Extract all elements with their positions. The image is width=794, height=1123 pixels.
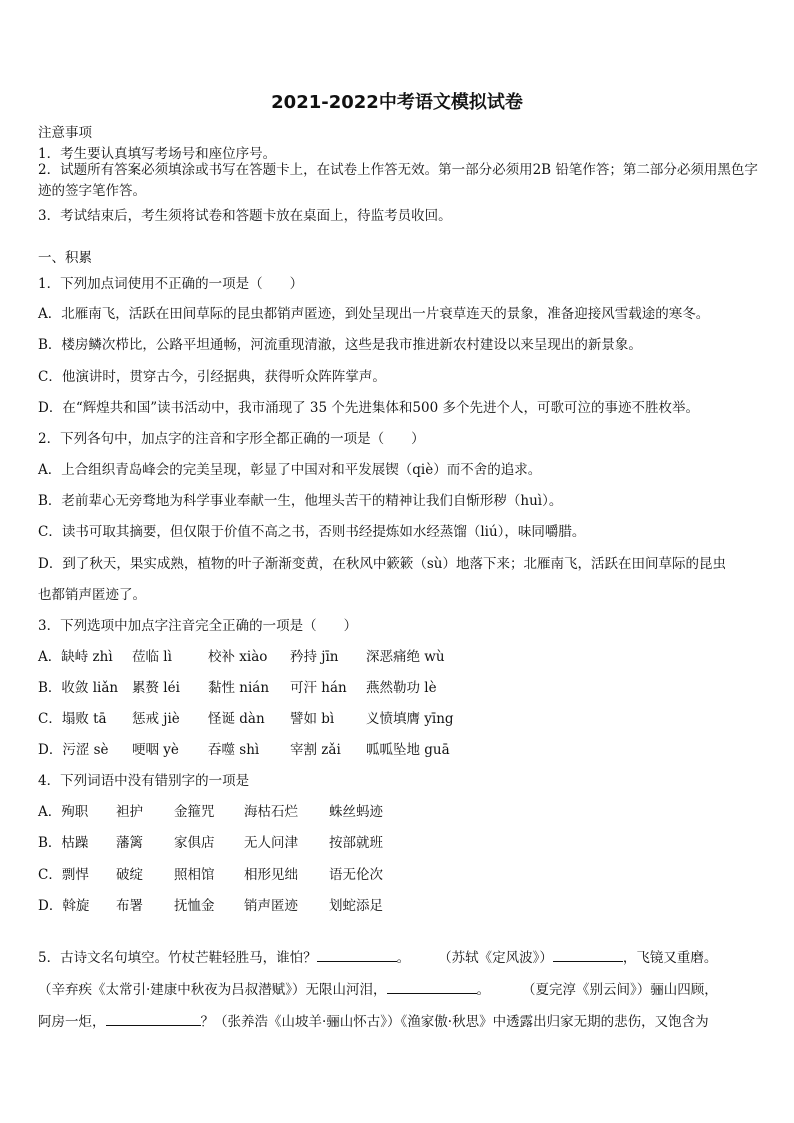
q4-item: 袒护 bbox=[116, 804, 143, 820]
q3-item: 黏性 nián bbox=[208, 680, 270, 696]
q3-item: 惩戒 jiè bbox=[132, 711, 180, 727]
q3-item: 呱呱坠地 guā bbox=[366, 742, 450, 758]
q4-item: 按部就班 bbox=[329, 835, 383, 851]
q3-item: 譬如 bì bbox=[290, 711, 335, 727]
q5-line-1 bbox=[38, 946, 717, 966]
q2-option-b: B．老前辈心无旁骛地为科学事业奉献一生，他埋头苦干的精神让我们自惭形秽（huì）。 bbox=[38, 493, 563, 509]
q5-text: （苏轼《定风波》） bbox=[438, 950, 553, 966]
q4-item: B．枯躁 bbox=[38, 835, 89, 851]
q3-item: 燕然勒功 lè bbox=[366, 680, 437, 696]
notice-heading: 注意事项 bbox=[38, 125, 92, 141]
q4-item: 销声匿迹 bbox=[244, 898, 298, 914]
q4-item: 抚恤金 bbox=[174, 898, 215, 914]
notice-item-2: 2．试题所有答案必须填涂或书写在答题卡上，在试卷上作答无效。第一部分必须用2B 铅笔作答；第二部分必须用黑色字迹的签字笔作答。 bbox=[38, 162, 758, 199]
q3-item: 校补 xiào bbox=[208, 649, 268, 665]
q1-option-a: A．北雁南飞，活跃在田间草际的昆虫都销声匿迹，到处呈现出一片衰草连天的景象，准备迎接风雪载途的寒冬。 bbox=[38, 306, 710, 322]
q4-item: D．斡旋 bbox=[38, 898, 90, 914]
notice-item-3: 3．考试结束后，考生须将试卷和答题卡放在桌面上，待监考员收回。 bbox=[38, 208, 452, 224]
q2-option-a: A．上合组织青岛峰会的完美呈现，彰显了中国对和平发展锲（qiè）而不舍的追求。 bbox=[38, 462, 542, 478]
q3-item: 吞噬 shì bbox=[208, 742, 260, 758]
q4-item: 照相馆 bbox=[174, 867, 215, 883]
q3-item: 莅临 lì bbox=[132, 649, 172, 665]
q5-text: ，飞镜又重磨。 bbox=[622, 950, 718, 966]
q4-item: 相形见绌 bbox=[244, 867, 298, 883]
page-title: 2021-2022中考语文模拟试卷 bbox=[271, 92, 523, 113]
q5-text: 阿房一炬， bbox=[38, 1014, 106, 1030]
q3-option-row-a bbox=[38, 645, 445, 665]
q3-option-row-b bbox=[38, 676, 437, 696]
q4-item: 藩篱 bbox=[116, 835, 143, 851]
answer-blank[interactable] bbox=[387, 979, 477, 994]
q4-item: C．剽悍 bbox=[38, 867, 89, 883]
q4-item: 语无伦次 bbox=[329, 867, 383, 883]
q5-line-2 bbox=[38, 978, 718, 998]
q1-option-c: C．他演讲时，贯穿古今，引经据典，获得听众阵阵掌声。 bbox=[38, 369, 386, 385]
q5-text: ？（张养浩《山坡羊·骊山怀古》）《渔家傲·秋思》中透露出归家无期的悲伤，又饱含为 bbox=[200, 1014, 709, 1030]
q2-stem: 2．下列各句中，加点字的注音和字形全都正确的一项是（ ） bbox=[38, 431, 425, 447]
q4-stem: 4．下列词语中没有错别字的一项是 bbox=[38, 773, 250, 789]
q3-item: 哽咽 yè bbox=[132, 742, 179, 758]
q4-item: 家俱店 bbox=[174, 835, 215, 851]
q5-text: 5．古诗文名句填空。竹杖芒鞋轻胜马，谁怕？ bbox=[38, 950, 317, 966]
answer-blank[interactable] bbox=[317, 947, 397, 962]
q4-item: 金箍咒 bbox=[174, 804, 215, 820]
q4-option-row-c bbox=[38, 863, 383, 883]
q4-option-row-d bbox=[38, 894, 383, 914]
q3-item: C．塌败 tā bbox=[38, 711, 107, 727]
answer-blank[interactable] bbox=[106, 1011, 201, 1026]
q3-stem: 3．下列选项中加点字注音完全正确的一项是（ ） bbox=[38, 618, 358, 634]
q3-item: 怪诞 dàn bbox=[208, 711, 265, 727]
q3-item: 义愤填膺 yīng bbox=[366, 711, 454, 727]
section-heading: 一、积累 bbox=[38, 250, 92, 266]
q4-item: A．殉职 bbox=[38, 804, 89, 820]
q3-item: B．收敛 liǎn bbox=[38, 680, 119, 696]
q2-option-d-cont: 也都销声匿迹了。 bbox=[38, 587, 146, 603]
q4-item: 布署 bbox=[116, 898, 143, 914]
q4-item: 破绽 bbox=[116, 867, 143, 883]
q3-option-row-d bbox=[38, 738, 450, 758]
q3-option-row-c bbox=[38, 707, 454, 727]
q2-option-c: C．读书可取其摘要，但仅限于价值不高之书，否则书经提炼如水经蒸馏（liú），味同嚼腊。 bbox=[38, 524, 586, 540]
q1-stem: 1．下列加点词使用不正确的一项是（ ） bbox=[38, 276, 304, 292]
q2-option-d: D．到了秋天，果实成熟，植物的叶子渐渐变黄，在秋风中簌簌（sù）地落下来；北雁南飞，活跃在田间草际的昆虫 bbox=[38, 556, 726, 572]
q5-text: 。 bbox=[476, 982, 491, 998]
q4-item: 蛛丝蚂迹 bbox=[329, 804, 383, 820]
q4-item: 海枯石烂 bbox=[244, 804, 298, 820]
q4-option-row-a bbox=[38, 800, 383, 820]
q3-item: 可汗 hán bbox=[290, 680, 347, 696]
q3-item: 深恶痛绝 wù bbox=[366, 649, 445, 665]
q5-text: （辛弃疾《太常引·建康中秋夜为吕叔潜赋》）无限山河泪， bbox=[38, 982, 387, 998]
q5-text: （夏完淳《别云间》）骊山四顾， bbox=[522, 982, 718, 998]
q5-text: 。 bbox=[396, 950, 411, 966]
q3-item: 宰割 zǎi bbox=[290, 742, 341, 758]
answer-blank[interactable] bbox=[553, 947, 623, 962]
q4-item: 划蛇添足 bbox=[329, 898, 383, 914]
q3-item: A．缺峙 zhì bbox=[38, 649, 113, 665]
q4-option-row-b bbox=[38, 831, 383, 851]
notice-item-1: 1．考生要认真填写考场号和座位序号。 bbox=[38, 146, 277, 162]
q3-item: 矜持 jīn bbox=[290, 649, 339, 665]
q5-line-3 bbox=[38, 1010, 709, 1030]
q3-item: 累赘 léi bbox=[132, 680, 180, 696]
q1-option-b: B．楼房鳞次栉比，公路平坦通畅，河流重现清澈，这些是我市推进新农村建设以来呈现出的新景象。 bbox=[38, 337, 642, 353]
q3-item: D．污涩 sè bbox=[38, 742, 109, 758]
q1-option-d: D．在“辉煌共和国”读书活动中，我市涌现了 35 个先进集体和500 多个先进个人，可歌可泣的事迹不胜枚举。 bbox=[38, 400, 699, 416]
q4-item: 无人问津 bbox=[244, 835, 298, 851]
